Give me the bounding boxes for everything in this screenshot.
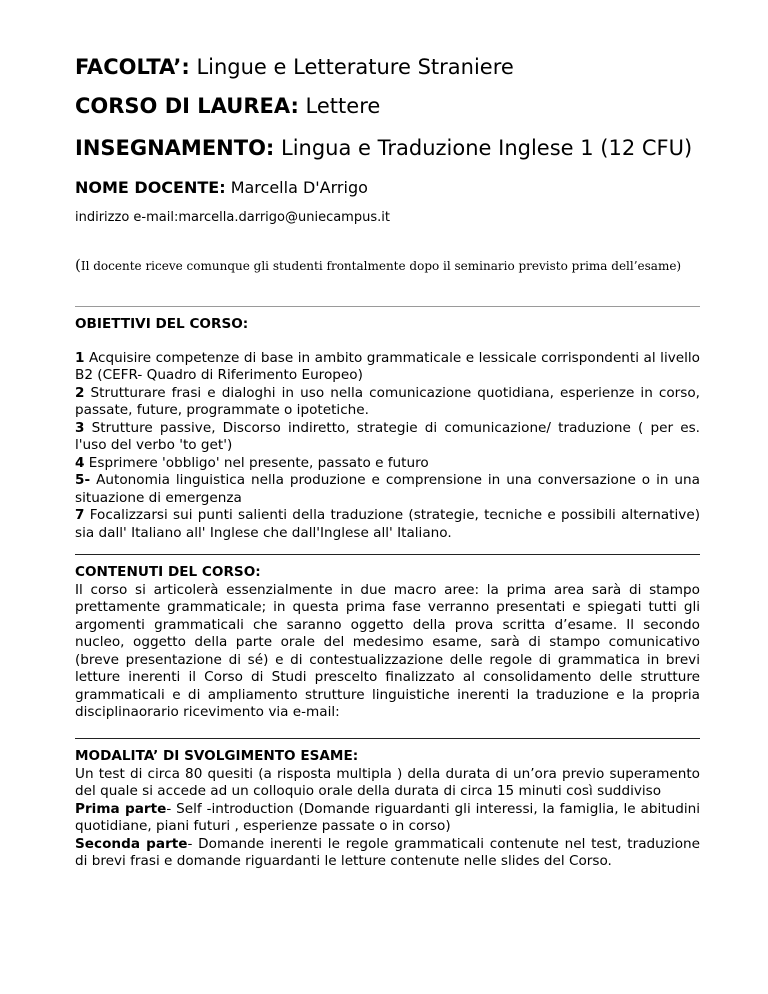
list-item: 3 Strutture passive, Discorso indiretto, strategie di comunicazione/ traduzione ( per es. l'uso del verbo 'to get'): [75, 419, 700, 453]
obiettivi-section: [75, 316, 700, 542]
insegnamento-value: Lingua e Traduzione Inglese 1 (12 CFU): [274, 136, 693, 160]
email-line: indirizzo e-mail:marcella.darrigo@uniecampus.it: [75, 210, 390, 225]
seconda-parte: Seconda parte- Domande inerenti le regole grammaticali contenute nel test, traduzione di brevi frasi e domande riguardanti le letture contenute nelle slides del Corso.: [75, 835, 700, 869]
facolta-value: Lingue e Letterature Straniere: [189, 55, 514, 79]
note-open-paren: (: [75, 256, 81, 274]
contenuti-text: Il corso si articolerà essenzialmente in due macro aree: la prima area sarà di stampo prettamente grammaticale; in questa prima fase verranno presentati e spiegati tutti gli argomenti grammaticali che saranno oggetto della prova scritta d’esame. Il secondo nucleo, oggetto della parte orale del medesimo esame, sarà di stampo comunicativo (breve presentazione di sé) e di contestualizzazione delle regole di grammatica in brevi letture inerenti il Corso di Studi prescelto finalizzato al consolidamento delle strutture grammaticali e di ampliamento strutture linguistiche inerenti la traduzione e la propria disciplinaorario ricevimento via e-mail:: [75, 581, 700, 720]
corso-heading: [75, 94, 380, 118]
modalita-section: [75, 748, 700, 871]
list-item: 5- Autonomia linguistica nella produzione e comprensione in una conversazione o in una situazione di emergenza: [75, 472, 700, 506]
insegnamento-label: INSEGNAMENTO:: [75, 136, 275, 160]
contenuti-title: CONTENUTI DEL CORSO:: [75, 564, 261, 580]
obiettivi-title: OBIETTIVI DEL CORSO:: [75, 316, 249, 332]
note-text: Il docente riceve comunque gli studenti frontalmente dopo il seminario previsto prima dell’esame): [80, 259, 682, 273]
docente-heading: [75, 178, 368, 197]
corso-value: Lettere: [298, 94, 381, 118]
list-item: 4 Esprimere 'obbligo' nel presente, passato e futuro: [75, 454, 429, 471]
modalita-title: MODALITA’ DI SVOLGIMENTO ESAME:: [75, 748, 359, 764]
facolta-heading: [75, 55, 514, 79]
corso-label: CORSO DI LAUREA:: [75, 94, 299, 118]
facolta-label: FACOLTA’:: [75, 55, 190, 79]
docente-label: NOME DOCENTE:: [75, 178, 226, 197]
list-item: 2 Strutturare frasi e dialoghi in uso nella comunicazione quotidiana, esperienze in corso, passate, future, programmate o ipotetiche.: [75, 384, 700, 418]
list-item: 7 Focalizzarsi sui punti salienti della traduzione (strategie, tecniche e possibili alternative) sia dall' Italiano all' Inglese che dall'Inglese all' Italiano.: [75, 507, 700, 541]
prima-parte: Prima parte- Self -introduction (Domande riguardanti gli interessi, la famiglia, le abitudini quotidiane, piani futuri , esperienze passate o in corso): [75, 800, 700, 834]
divider: [75, 306, 700, 307]
reception-note: [75, 256, 681, 274]
insegnamento-heading: [75, 136, 692, 160]
list-item: 1 Acquisire competenze di base in ambito grammaticale e lessicale corrispondenti al livello B2 (CEFR- Quadro di Riferimento Europeo): [75, 349, 700, 383]
modalita-intro: Un test di circa 80 quesiti (a risposta multipla ) della durata di un’ora previo superamento del quale si accede ad un colloquio orale della durata di circa 15 minuti così suddiviso: [75, 765, 700, 799]
divider: [75, 554, 700, 555]
divider: [75, 738, 700, 739]
docente-value: Marcella D'Arrigo: [225, 178, 368, 197]
contenuti-section: [75, 564, 700, 722]
